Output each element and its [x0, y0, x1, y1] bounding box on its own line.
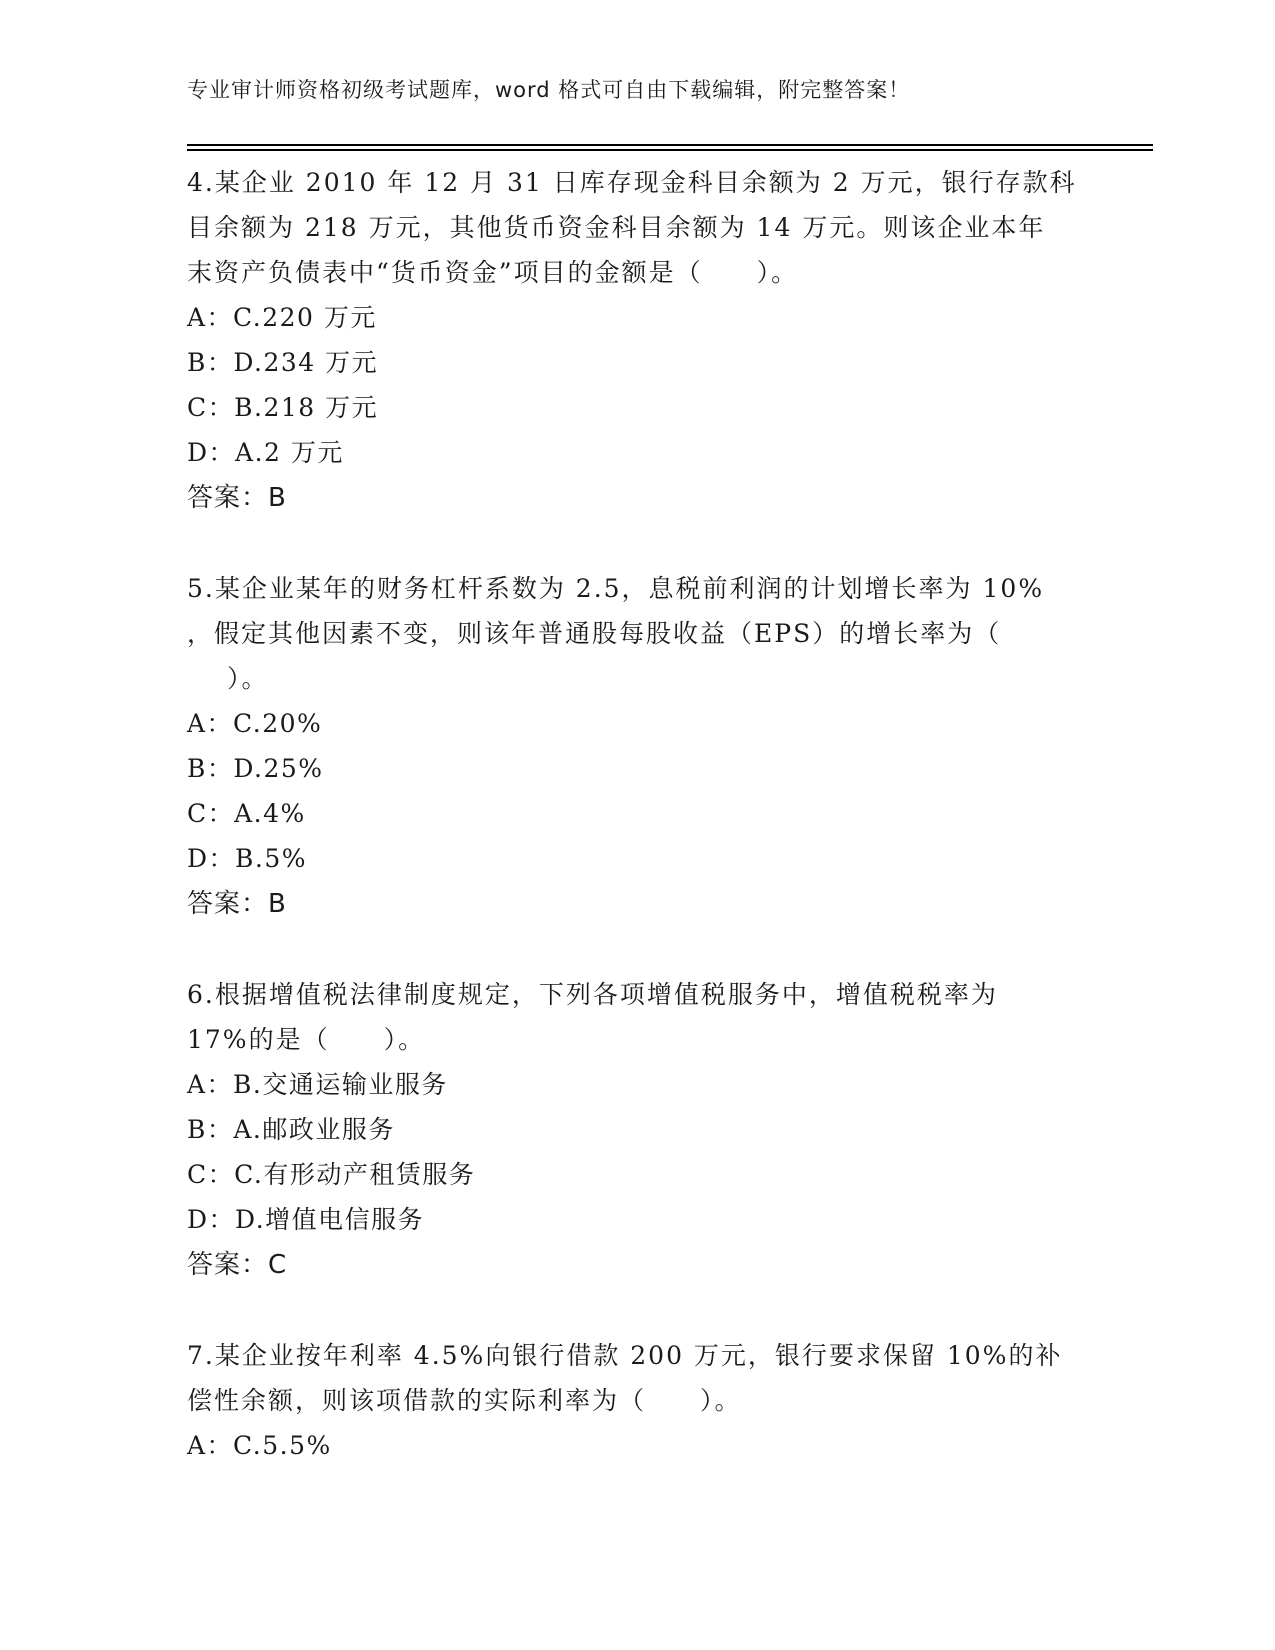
option-d: D：B.5% — [187, 844, 308, 873]
question-list — [187, 160, 1087, 1512]
question-text-line: ）。 — [227, 664, 269, 693]
question-text-line: 7.某企业按年利率 4.5%向银行借款 200 万元，银行要求保留 10%的补 — [187, 1341, 1063, 1370]
option-b: B：A.邮政业服务 — [187, 1115, 395, 1144]
option-a: A：B.交通运输业服务 — [187, 1070, 448, 1099]
question-text-line: 4.某企业 2010 年 12 月 31 日库存现金科目余额为 2 万元，银行存款科 — [187, 168, 1077, 197]
question-5 — [187, 566, 1087, 928]
option-a: A：C.20% — [187, 709, 323, 738]
answer: 答案：C — [187, 1250, 288, 1280]
question-text-line: 5.某企业某年的财务杠杆系数为 2.5，息税前利润的计划增长率为 10% — [187, 574, 1045, 603]
question-6 — [187, 972, 1087, 1289]
question-text-line: 17%的是（ ）。 — [187, 1025, 426, 1054]
option-b: B：D.234 万元 — [187, 348, 379, 377]
option-c: C：B.218 万元 — [187, 393, 379, 422]
option-a: A：C.5.5% — [187, 1431, 332, 1460]
option-d: D：A.2 万元 — [187, 438, 344, 467]
page-header: 专业审计师资格初级考试题库，word 格式可自由下载编辑，附完整答案！ — [187, 78, 911, 102]
header-rule-bottom — [187, 149, 1153, 151]
option-b: B：D.25% — [187, 754, 324, 783]
option-c: C：C.有形动产租赁服务 — [187, 1160, 476, 1189]
answer: 答案：B — [187, 889, 287, 919]
question-text-line: 末资产负债表中“货币资金”项目的金额是（ ）。 — [187, 258, 799, 287]
question-text-line: 偿性余额，则该项借款的实际利率为（ ）。 — [187, 1386, 742, 1415]
question-text-line: 6.根据增值税法律制度规定，下列各项增值税服务中，增值税税率为 — [187, 980, 998, 1009]
header-rule-top — [187, 144, 1153, 146]
question-text-line: ，假定其他因素不变，则该年普通股每股收益（EPS）的增长率为（ — [187, 619, 1002, 648]
answer: 答案：B — [187, 483, 287, 513]
option-d: D：D.增值电信服务 — [187, 1205, 425, 1234]
option-a: A：C.220 万元 — [187, 303, 377, 332]
option-c: C：A.4% — [187, 799, 306, 828]
question-7 — [187, 1333, 1087, 1468]
question-text-line: 目余额为 218 万元，其他货币资金科目余额为 14 万元。则该企业本年 — [187, 213, 1046, 242]
question-4 — [187, 160, 1087, 522]
